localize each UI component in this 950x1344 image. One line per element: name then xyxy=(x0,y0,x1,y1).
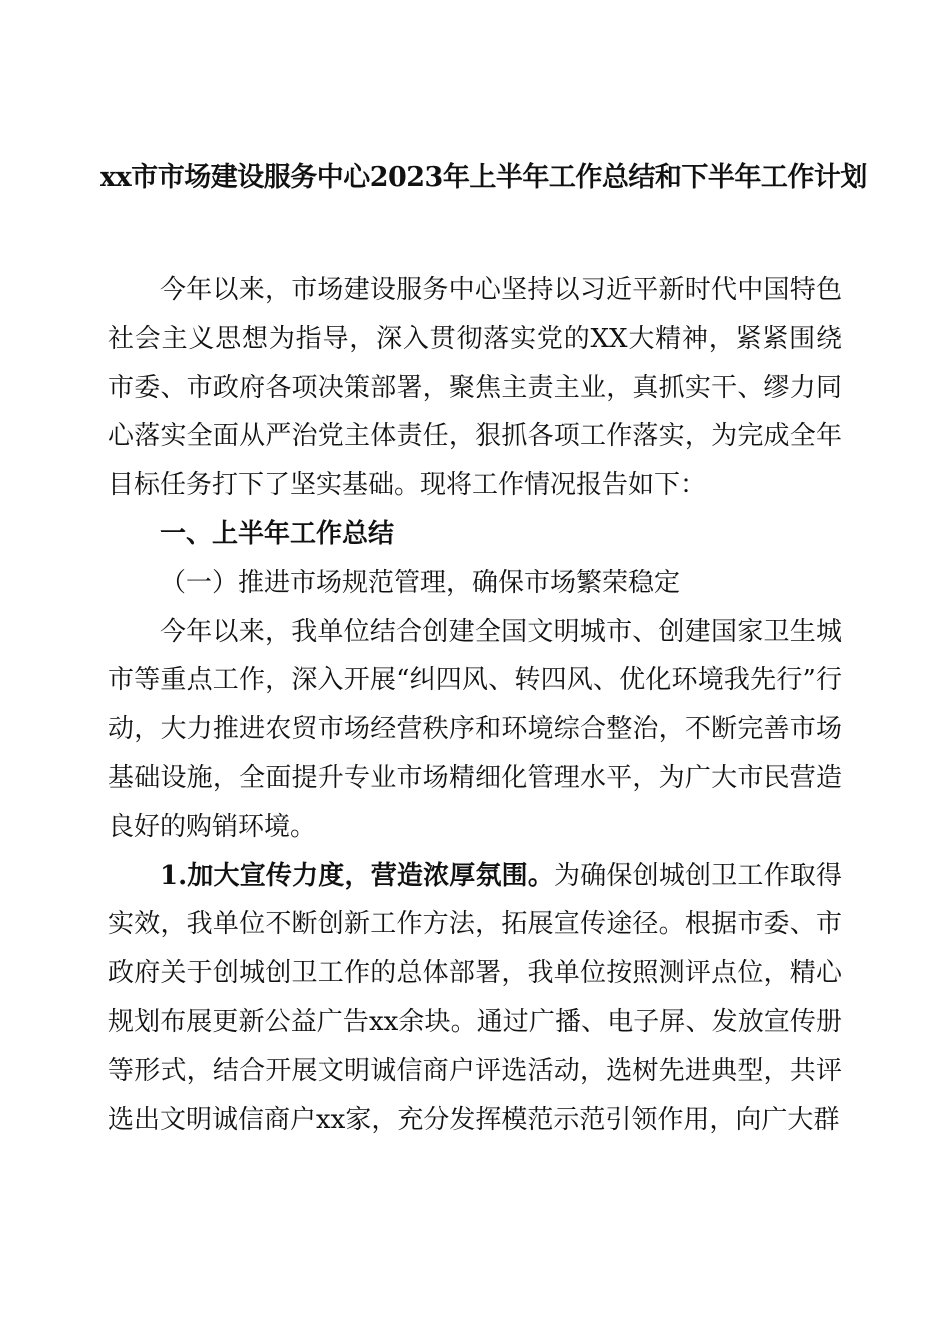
subsection-heading: （一）推进市场规范管理，确保市场繁荣稳定 xyxy=(160,567,681,598)
document-body xyxy=(108,266,842,1144)
item-text: 为确保创城创卫工作取得实效，我单位不断创新工作方法，拓展宣传途径。根据市委、市政府关于创城创卫工作的总体部署，我单位按照测评点位，精心规划布展更新公益广告xx余块。通过广播、电子屏、发放宣传册等形式，结合开展文明诚信商户评选活动，选树先进典型，共评选出文明诚信商户xx家，充分发挥模范示范引领作用，向广大群 xyxy=(108,860,842,1135)
item-paragraph xyxy=(108,852,842,1145)
intro-paragraph: 今年以来，市场建设服务中心坚持以习近平新时代中国特色社会主义思想为指导，深入贯彻落实党的XX大精神，紧紧围绕市委、市政府各项决策部署，聚焦主责主业，真抓实干、缪力同心落实全面从严治党主体责任，狠抓各项工作落实，为完成全年目标任务打下了坚实基础。现将工作情况报告如下： xyxy=(108,275,842,501)
item-lead: 1.加大宣传力度，营造浓厚氛围。 xyxy=(160,860,555,891)
subsection-paragraph: 今年以来，我单位结合创建全国文明城市、创建国家卫生城市等重点工作，深入开展“纠四风、转四风、优化环境我先行”行动，大力推进农贸市场经营秩序和环境综合整治，不断完善市场基础设施，全面提升专业市场精细化管理水平，为广大市民营造良好的购销环境。 xyxy=(108,616,842,842)
document-title: xx市市场建设服务中心2023年上半年工作总结和下半年工作计划 xyxy=(100,162,867,193)
section-heading: 一、上半年工作总结 xyxy=(160,518,395,549)
